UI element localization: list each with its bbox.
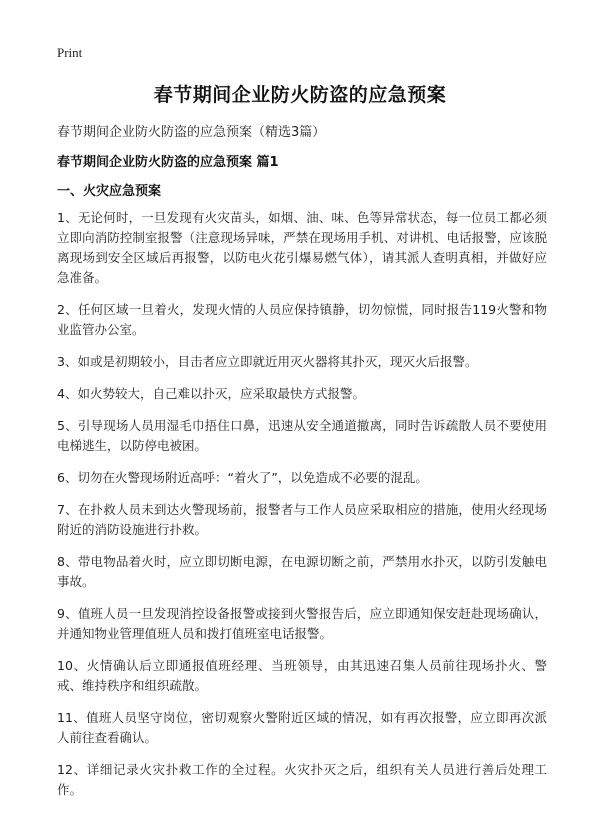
list-item: 9、值班人员一旦发现消控设备报警或接到火警报告后，应立即通知保安赶赴现场确认，并通知物业管理值班人员和拨打值班室电话报警。 bbox=[57, 606, 547, 641]
list-item: 2、任何区域一旦着火，发现火情的人员应保持镇静，切勿惊慌，同时报告119火警和物业监管办公室。 bbox=[57, 302, 547, 337]
list-item: 8、带电物品着火时，应立即切断电源，在电源切断之前，严禁用水扑灭，以防引发触电事故。 bbox=[57, 554, 547, 589]
fire-plan-items bbox=[57, 208, 547, 812]
section-heading: 春节期间企业防火防盗的应急预案 篇1 bbox=[57, 155, 279, 170]
print-link[interactable]: Print bbox=[57, 45, 83, 60]
list-item: 12、详细记录火灾扑救工作的全过程。火灾扑灭之后，组织有关人员进行善后处理工作。 bbox=[57, 762, 547, 797]
list-item: 4、如火势较大，自己难以扑灭，应采取最快方式报警。 bbox=[57, 386, 365, 401]
list-item: 11、值班人员坚守岗位，密切观察火警附近区域的情况，如有再次报警，应立即再次派人前往查看确认。 bbox=[57, 710, 547, 745]
fire-plan-heading: 一、火灾应急预案 bbox=[57, 184, 162, 199]
document-subtitle: 春节期间企业防火防盗的应急预案（精选3篇） bbox=[57, 125, 326, 140]
document-title: 春节期间企业防火防盗的应急预案 bbox=[153, 84, 447, 106]
list-item: 10、火情确认后立即通报值班经理、当班领导，由其迅速召集人员前往现场扑火、警戒、维持秩序和组织疏散。 bbox=[57, 658, 547, 693]
list-item: 5、引导现场人员用湿毛巾捂住口鼻，迅速从安全通道撤离，同时告诉疏散人员不要使用电梯逃生，以防停电被困。 bbox=[57, 418, 547, 453]
list-item: 6、切勿在火警现场附近高呼：“着火了”，以免造成不必要的混乱。 bbox=[57, 470, 428, 485]
list-item: 7、在扑救人员未到达火警现场前，报警者与工作人员应采取相应的措施，使用火经现场附近的消防设施进行扑救。 bbox=[57, 502, 547, 537]
list-item: 1、无论何时，一旦发现有火灾苗头，如烟、油、味、色等异常状态，每一位员工都必须立即向消防控制室报警（注意现场异味，严禁在现场用手机、对讲机、电话报警，应该脱离现场到安全区域后再报警，以防电火花引爆易燃气体），请其派人查明真相，并做好应急准备。 bbox=[57, 210, 547, 285]
list-item: 3、如或是初期较小，目击者应立即就近用灭火器将其扑灭，现灭火后报警。 bbox=[57, 354, 478, 369]
